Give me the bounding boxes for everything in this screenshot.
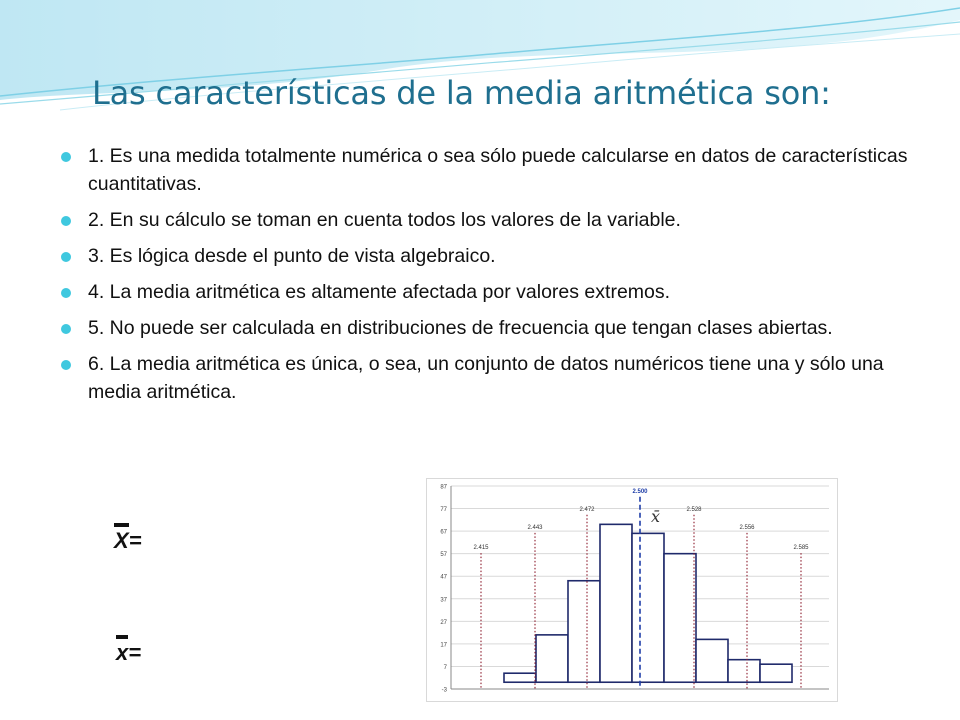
bullet-text: 3. Es lógica desde el punto de vista algebraico. [88, 245, 496, 267]
reference-line-label: 2.472 [579, 506, 595, 513]
bullet-item [60, 242, 920, 270]
y-tick-label: 17 [440, 642, 447, 649]
histogram-chart [426, 478, 838, 702]
bullet-item [60, 142, 920, 198]
bullet-text: 5. No puede ser calculada en distribuciones de frecuencia que tengan clases abiertas. [88, 317, 833, 339]
histogram-bar [664, 554, 696, 683]
reference-line-label: 2.415 [473, 545, 489, 552]
bullet-dot-icon [61, 288, 71, 298]
histogram-bar [504, 673, 536, 682]
bullet-item [60, 314, 920, 342]
mean-annotation: x̄ [651, 507, 661, 526]
equals-sign: = [128, 640, 142, 665]
histogram-bar [760, 664, 792, 682]
y-tick-label: 37 [440, 597, 447, 604]
y-tick-label: 27 [440, 619, 447, 626]
bullet-text: 4. La media aritmética es altamente afectada por valores extremos. [88, 281, 671, 303]
histogram-bar [696, 639, 728, 682]
bullet-dot-icon [61, 360, 71, 370]
histogram-bar [728, 660, 760, 683]
reference-line-label: 2.500 [632, 488, 648, 495]
overline [114, 523, 129, 527]
histogram-bar [536, 635, 568, 682]
histogram-bar [600, 524, 632, 682]
bullet-dot-icon [61, 252, 71, 262]
bullet-dot-icon [61, 324, 71, 334]
y-tick-label: 47 [440, 574, 447, 581]
bullet-list [60, 142, 920, 414]
histogram-bar [632, 533, 664, 682]
bullet-item [60, 350, 920, 406]
sample-mean-formula [116, 640, 141, 666]
equals-sign: = [128, 528, 142, 553]
histogram-bar [568, 581, 600, 683]
slide-title: Las características de la media aritmética son: [92, 74, 831, 112]
bullet-item [60, 278, 920, 306]
bullet-dot-icon [61, 216, 71, 226]
population-mean-symbol [114, 528, 129, 554]
bullet-text: 2. En su cálculo se toman en cuenta todos los valores de la variable. [88, 209, 681, 231]
y-tick-label: 77 [440, 507, 447, 514]
bullet-item [60, 206, 920, 234]
y-tick-label: 67 [440, 529, 447, 536]
reference-line-label: 2.556 [739, 524, 755, 531]
bullet-text: 6. La media aritmética es única, o sea, un conjunto de datos numéricos tiene una y sólo una media aritmética. [88, 353, 884, 403]
sample-mean-symbol [116, 640, 128, 666]
overline [116, 635, 128, 639]
y-tick-label: 7 [443, 664, 447, 671]
y-tick-label: 57 [440, 552, 447, 559]
bullet-text: 1. Es una medida totalmente numérica o sea sólo puede calcularse en datos de características cuantitativas. [88, 145, 908, 195]
y-tick-label: -3 [441, 687, 447, 694]
sample-mean-var: x [116, 640, 129, 665]
population-mean-var: X [114, 528, 129, 553]
histogram-svg [427, 479, 837, 701]
reference-line-label: 2.585 [793, 545, 809, 552]
reference-line-label: 2.443 [527, 524, 543, 531]
population-mean-formula [114, 528, 142, 554]
reference-line-label: 2.528 [686, 506, 702, 513]
y-tick-label: 87 [440, 484, 447, 491]
bullet-dot-icon [61, 152, 71, 162]
